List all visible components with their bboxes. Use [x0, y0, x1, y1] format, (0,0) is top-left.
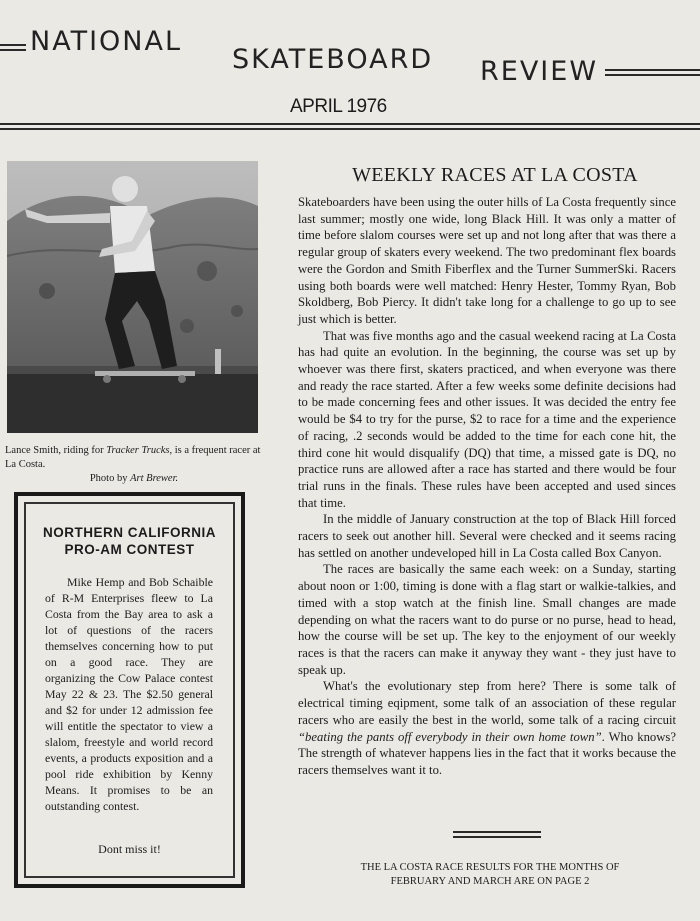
photo-credit	[5, 472, 263, 486]
caption-text: Lance Smith, riding for	[5, 445, 107, 456]
section-divider	[453, 836, 541, 838]
article-paragraph: The races are basically the same each week: on a Sunday, starting about noon or 1:00, timing is done with a flag start or walkie-talkies, and timed with a stop watch at the finish line. Small changes are made depending on what the racers want to do purse or no purse, head to head, how the course will be set up. The key to the enjoyment of our weekly races is that the racers can make it anyway they want - they just have to speak up.	[298, 562, 676, 677]
caption-brand: Tracker Trucks	[106, 445, 170, 456]
masthead-right-rule	[605, 74, 700, 76]
photo-credit-name: Art Brewer.	[130, 473, 179, 484]
article-headline: WEEKLY RACES AT LA COSTA	[352, 164, 638, 186]
sidebar-box	[14, 492, 245, 888]
masthead-left-rule	[0, 49, 26, 51]
article-paragraph: That was five months ago and the casual weekend racing at La Costa has had quite an evolution. In the beginning, the course was set up by whoever was there first, skaters practiced, and when everyone was there and ready the race started. After a few weeks some definite decisions had to be made concerning fees and other issues. It was decided the entry fee would be $4 to try for the purse, $2 to race for a time and the experience of racing, .2 seconds would be added to the time for each cone hit, the third cone hit would disqualify (DQ) that time, a missed gate is DQ, no practice runs are allowed after a race has started and there would be four trial runs in the finals. These rules have been accepted and used sinces that time.	[298, 328, 676, 510]
masthead-skateboard: SKATEBOARD	[232, 44, 434, 75]
sidebar-body: Mike Hemp and Bob Schaible of R-M Enterprises fleew to La Costa from the Bay area to ask a lot of questions of the racers themselves concerning how to put on a good race. They are organizing the Cow Palace contest May 22 & 23. The $2.50 general and $2 for under 12 admission fee will entitle the spectator to view a slalom, freestyle and world record events, a products exposition and a pool ride exhibition by Kenny Means. It promises to be an outstanding contest.	[45, 575, 213, 813]
article-body	[298, 194, 676, 779]
header-divider	[0, 123, 700, 125]
photo-caption	[5, 444, 263, 486]
article-text: . Who knows? The strength of whatever happens lies in the fact that it works because the racers themselves want it to.	[298, 729, 676, 777]
header-divider	[0, 128, 700, 130]
masthead-review: REVIEW	[480, 56, 599, 87]
masthead-right-rule	[605, 69, 700, 71]
photo-credit-prefix: Photo by	[89, 473, 131, 484]
article-paragraph: Skateboarders have been using the outer hills of La Costa frequently since last summer; mostly one wide, long Black Hill. It was only a matter of time before slalom courses were set up and not long after that was there a regular group of skaters every weekend. The two predominant flex boards were the Gordon and Smith Fiberflex and the Turner SummerSki. Racers using both boards were well matched: Henry Hester, Tommy Ryan, Bob Skoldberg, Bob Piercy. It didn't take long for a challenge to go up to see just which is better.	[298, 195, 676, 326]
sidebar-title	[18, 524, 241, 558]
masthead-left-rule	[0, 44, 26, 46]
issue-date: APRIL 1976	[290, 96, 387, 117]
footer-note	[330, 861, 650, 889]
sidebar-title-line: PRO-AM CONTEST	[64, 542, 195, 557]
article-text: What's the evolutionary step from here? There is some talk of electrical timing eqipment, some talk of an association of these regular racers who are easily the best in the world, some talk of a racing circuit	[298, 679, 676, 727]
footer-note-line: FEBRUARY AND MARCH ARE ON PAGE 2	[390, 876, 590, 887]
footer-note-line: THE LA COSTA RACE RESULTS FOR THE MONTHS OF	[360, 862, 620, 873]
section-divider	[453, 831, 541, 833]
skater-photo	[7, 161, 258, 433]
article-quote: “beating the pants off everybody in their own home town”	[298, 729, 602, 744]
caption-text-rest: , is a frequent racer at La Costa.	[5, 445, 261, 470]
sidebar-closing: Dont miss it!	[98, 842, 161, 856]
skater-photo-graphic	[7, 161, 258, 433]
article-paragraph: In the middle of January construction at the top of Black Hill forced racers to seek out another hill. Several were checked and it seems racing has settled on another undeveloped hill in La Costa called Box Canyon.	[298, 512, 676, 560]
article-paragraph	[298, 678, 676, 778]
masthead-national: NATIONAL	[30, 26, 182, 57]
sidebar-title-line: NORTHERN CALIFORNIA	[43, 525, 216, 540]
